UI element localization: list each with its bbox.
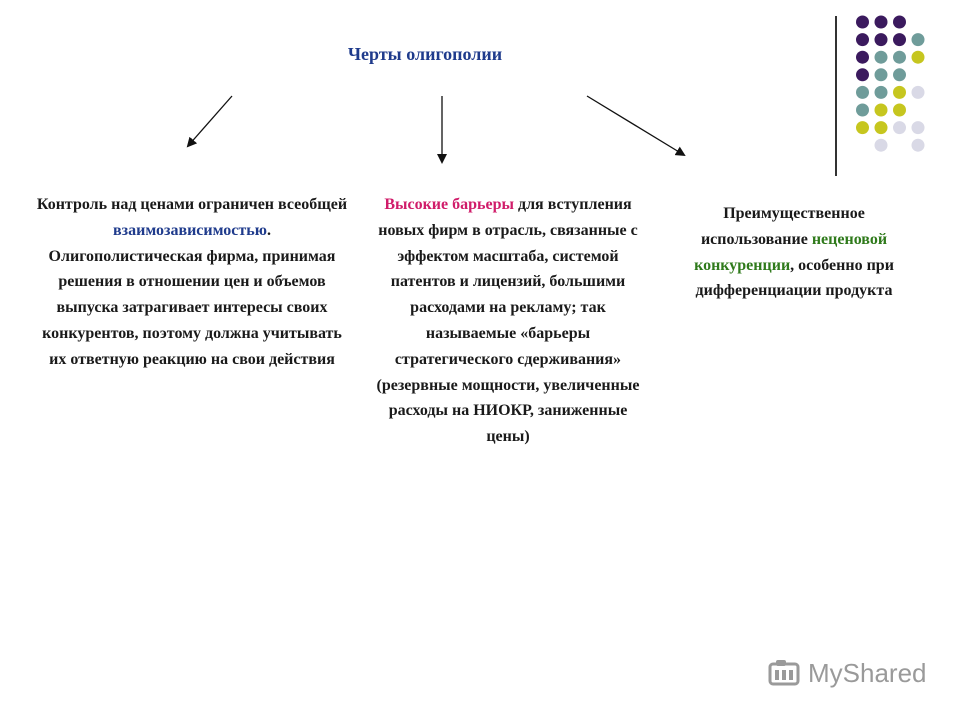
decor-dot	[893, 16, 906, 29]
decor-dot	[875, 104, 888, 117]
myshared-logo-icon	[768, 658, 802, 688]
decor-dot	[875, 68, 888, 81]
decor-dot	[912, 33, 925, 46]
decor-dot	[912, 86, 925, 99]
decor-dot	[893, 86, 906, 99]
decor-dot	[893, 33, 906, 46]
decor-dot	[875, 51, 888, 64]
decor-dot	[856, 16, 869, 29]
left-text-2: . Олигополистическая фирма, принимая решения в отношении цен и объемов выпуска затрагивает интересы своих конкурентов, поэтому должна учитывать их ответную реакцию на свои действия	[42, 221, 342, 368]
decor-dot	[893, 104, 906, 117]
right-text-2: , особенно при дифференциации продукта	[695, 256, 894, 300]
decor-dot	[875, 33, 888, 46]
decor-dot	[875, 121, 888, 134]
decor-dot	[912, 51, 925, 64]
box-nonprice-competition	[688, 201, 900, 304]
decor-dot	[875, 86, 888, 99]
mid-text-1: для вступления новых фирм в отрасль, связанные с эффектом масштаба, системой патентов и лицензий, большими расходами на рекламу; так называемые «барьеры стратегического сдерживания» (резервные мощности, увеличенные расходы на НИОКР, заниженные цены)	[376, 196, 640, 446]
decor-dot	[856, 121, 869, 134]
decor-dot	[893, 68, 906, 81]
box-entry-barriers	[370, 192, 646, 450]
decor-dot	[893, 121, 906, 134]
decor-dot	[912, 139, 925, 152]
mid-highlight-barriers: Высокие барьеры	[384, 196, 514, 213]
myshared-logo	[768, 656, 927, 690]
decor-dot	[856, 104, 869, 117]
diagram-title: Черты олигополии	[347, 44, 503, 64]
left-highlight-interdependence: взаимозависимостью	[113, 221, 267, 239]
right-highlight-nonprice: неценовой конкуренции	[694, 230, 888, 274]
decor-dot	[875, 139, 888, 152]
decor-dot	[856, 68, 869, 81]
decor-dot	[875, 16, 888, 29]
decor-dot	[893, 51, 906, 64]
decor-dot	[856, 33, 869, 46]
myshared-logo-text: MyShared	[808, 657, 927, 688]
arrow-left	[188, 96, 232, 146]
decor-dot	[856, 51, 869, 64]
decor-dot-grid	[836, 14, 946, 164]
left-text-1: Контроль над ценами ограничен всеобщей	[36, 196, 348, 213]
box-price-control	[36, 192, 348, 373]
right-text-1: Преимущественное использование	[700, 205, 865, 248]
decor-dot	[912, 121, 925, 134]
decor-dot	[856, 86, 869, 99]
arrow-right	[587, 96, 684, 155]
